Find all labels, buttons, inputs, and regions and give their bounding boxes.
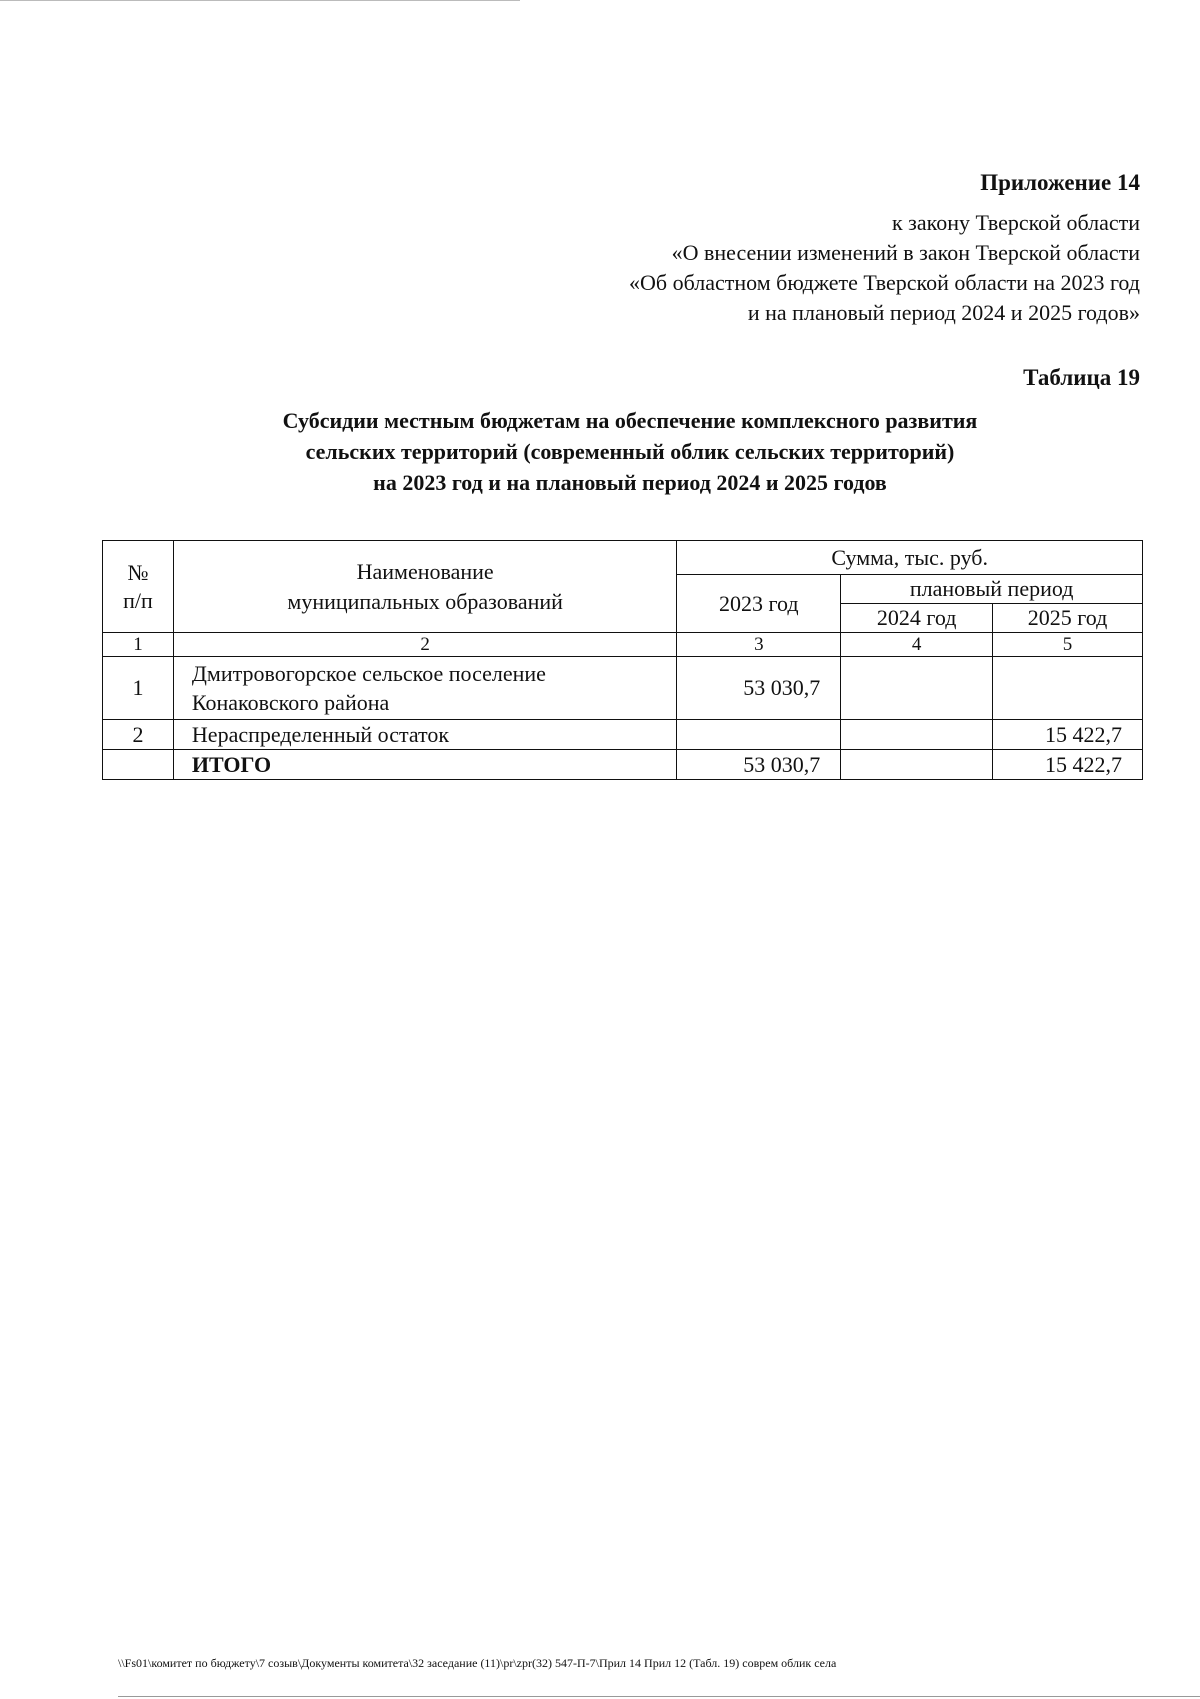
- header-2024: 2024 год: [841, 604, 993, 633]
- appendix-header: [629, 168, 1140, 328]
- column-number: 2: [173, 633, 676, 657]
- table-number: Таблица 19: [1023, 365, 1140, 390]
- law-reference-line-1: к закону Тверской области: [891, 210, 1140, 235]
- row-name: Нераспределенный остаток: [173, 720, 676, 750]
- total-number: [103, 750, 174, 780]
- scan-bottom-edge: [118, 1696, 1200, 1697]
- header-planned-period: плановый период: [841, 575, 1143, 604]
- row-amount-2023: [677, 720, 841, 750]
- title-line-3: на 2023 год и на плановый период 2024 и 2025 годов: [373, 470, 887, 495]
- row-amount-2024: [841, 657, 993, 720]
- total-amount-2025: 15 422,7: [993, 750, 1143, 780]
- title-line-1: Субсидии местным бюджетам на обеспечение комплексного развития: [282, 408, 978, 433]
- total-label: ИТОГО: [173, 750, 676, 780]
- subsidies-table: [102, 540, 1143, 780]
- column-number: 1: [103, 633, 174, 657]
- scan-top-edge: [0, 0, 520, 1]
- column-number: 3: [677, 633, 841, 657]
- column-number: 5: [993, 633, 1143, 657]
- table-row: [103, 657, 1143, 720]
- row-amount-2023: 53 030,7: [677, 657, 841, 720]
- header-2023: 2023 год: [677, 575, 841, 633]
- total-row: [103, 750, 1143, 780]
- table-row: [103, 720, 1143, 750]
- row-amount-2025: [993, 657, 1143, 720]
- column-number: 4: [841, 633, 993, 657]
- title-line-2: сельских территорий (современный облик сельских территорий): [305, 439, 955, 464]
- law-reference-line-2: «О внесении изменений в закон Тверской области: [671, 240, 1140, 265]
- document-title: [0, 405, 1200, 498]
- row-number: 2: [103, 720, 174, 750]
- appendix-title: Приложение 14: [980, 170, 1140, 195]
- total-amount-2024: [841, 750, 993, 780]
- header-name: Наименование муниципальных образований: [173, 541, 676, 633]
- header-sum: Сумма, тыс. руб.: [677, 541, 1143, 575]
- header-number: № п/п: [103, 541, 174, 633]
- law-reference-line-3: «Об областном бюджете Тверской области на 2023 год: [629, 270, 1140, 295]
- header-2025: 2025 год: [993, 604, 1143, 633]
- column-numbers-row: [103, 633, 1143, 657]
- row-name: Дмитровогорское сельское поселение Конаковского района: [173, 657, 676, 720]
- row-number: 1: [103, 657, 174, 720]
- law-reference-line-4: и на плановый период 2024 и 2025 годов»: [747, 300, 1140, 325]
- row-amount-2025: 15 422,7: [993, 720, 1143, 750]
- row-amount-2024: [841, 720, 993, 750]
- total-amount-2023: 53 030,7: [677, 750, 841, 780]
- file-path-footer: \\Fs01\комитет по бюджету\7 созыв\Документы комитета\32 заседание (11)\pr\zpr(32) 547-П-7\Прил 14 Прил 12 (Табл. 19) соврем облик села: [118, 1656, 837, 1670]
